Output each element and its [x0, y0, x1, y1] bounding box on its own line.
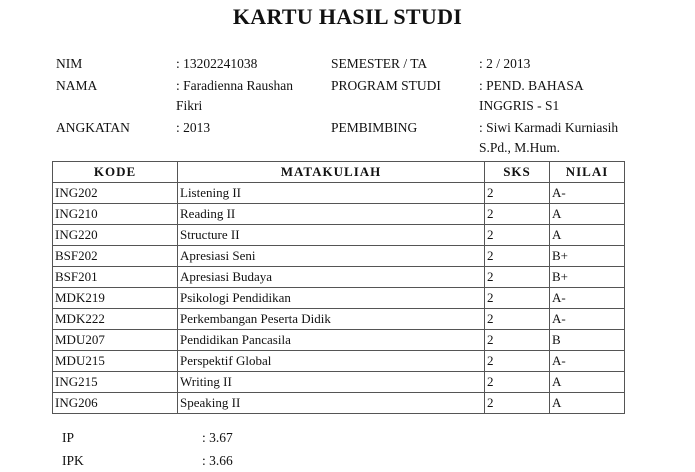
pembimbing-label: PEMBIMBING [331, 120, 418, 135]
cell-kode: BSF201 [53, 267, 178, 288]
table-row [53, 372, 625, 393]
cell-nilai: B [550, 330, 625, 351]
cell-matakuliah: Pendidikan Pancasila [178, 330, 485, 351]
cell-sks: 2 [485, 351, 550, 372]
cell-matakuliah: Writing II [178, 372, 485, 393]
header-nilai: NILAI [550, 162, 625, 183]
cell-matakuliah: Psikologi Pendidikan [178, 288, 485, 309]
cell-sks: 2 [485, 267, 550, 288]
table-row [53, 330, 625, 351]
table-row [53, 267, 625, 288]
cell-matakuliah: Listening II [178, 183, 485, 204]
cell-kode: MDU207 [53, 330, 178, 351]
cell-nilai: B+ [550, 246, 625, 267]
ipk-value: : 3.66 [202, 453, 233, 468]
page-title: KARTU HASIL STUDI [232, 4, 463, 29]
cell-nilai: A- [550, 309, 625, 330]
table-row [53, 183, 625, 204]
cell-kode: ING220 [53, 225, 178, 246]
header-matakuliah: MATAKULIAH [178, 162, 485, 183]
nim-label: NIM [56, 56, 83, 71]
angkatan-value: : 2013 [176, 120, 211, 135]
cell-sks: 2 [485, 393, 550, 414]
pembimbing-value: : Siwi Karmadi Kurniasih S.Pd., M.Hum. [479, 120, 619, 155]
cell-sks: 2 [485, 288, 550, 309]
cell-matakuliah: Reading II [178, 204, 485, 225]
cell-kode: MDU215 [53, 351, 178, 372]
nama-label: NAMA [56, 78, 98, 93]
table-row [53, 351, 625, 372]
cell-matakuliah: Perkembangan Peserta Didik [178, 309, 485, 330]
table-row [53, 393, 625, 414]
ip-value: : 3.67 [202, 430, 233, 445]
cell-nilai: A [550, 204, 625, 225]
prodi-label: PROGRAM STUDI [331, 78, 441, 93]
cell-nilai: A- [550, 351, 625, 372]
header-kode: KODE [53, 162, 178, 183]
cell-kode: ING215 [53, 372, 178, 393]
table-header-row [53, 162, 625, 183]
ipk-label: IPK [62, 453, 84, 468]
cell-nilai: A [550, 393, 625, 414]
table-row [53, 288, 625, 309]
cell-sks: 2 [485, 204, 550, 225]
cell-nilai: A [550, 372, 625, 393]
cell-matakuliah: Apresiasi Seni [178, 246, 485, 267]
cell-matakuliah: Speaking II [178, 393, 485, 414]
cell-sks: 2 [485, 183, 550, 204]
cell-nilai: A- [550, 183, 625, 204]
cell-kode: ING202 [53, 183, 178, 204]
prodi-value: : PEND. BAHASA INGGRIS - S1 [479, 78, 583, 113]
cell-sks: 2 [485, 330, 550, 351]
ip-label: IP [62, 430, 75, 445]
cell-sks: 2 [485, 309, 550, 330]
table-row [53, 309, 625, 330]
cell-nilai: A- [550, 288, 625, 309]
table-row [53, 225, 625, 246]
cell-sks: 2 [485, 225, 550, 246]
cell-matakuliah: Apresiasi Budaya [178, 267, 485, 288]
cell-matakuliah: Perspektif Global [178, 351, 485, 372]
semester-label: SEMESTER / TA [331, 56, 428, 71]
angkatan-label: ANGKATAN [56, 120, 130, 135]
cell-kode: MDK219 [53, 288, 178, 309]
cell-sks: 2 [485, 246, 550, 267]
nama-value: : Faradienna Raushan Fikri [176, 78, 293, 113]
cell-kode: MDK222 [53, 309, 178, 330]
table-row [53, 204, 625, 225]
cell-sks: 2 [485, 372, 550, 393]
cell-nilai: A [550, 225, 625, 246]
semester-value: : 2 / 2013 [479, 56, 531, 71]
header-sks: SKS [485, 162, 550, 183]
grades-table [52, 161, 625, 414]
cell-kode: ING206 [53, 393, 178, 414]
cell-kode: BSF202 [53, 246, 178, 267]
cell-kode: ING210 [53, 204, 178, 225]
table-row [53, 246, 625, 267]
cell-matakuliah: Structure II [178, 225, 485, 246]
cell-nilai: B+ [550, 267, 625, 288]
nim-value: : 13202241038 [176, 56, 258, 71]
